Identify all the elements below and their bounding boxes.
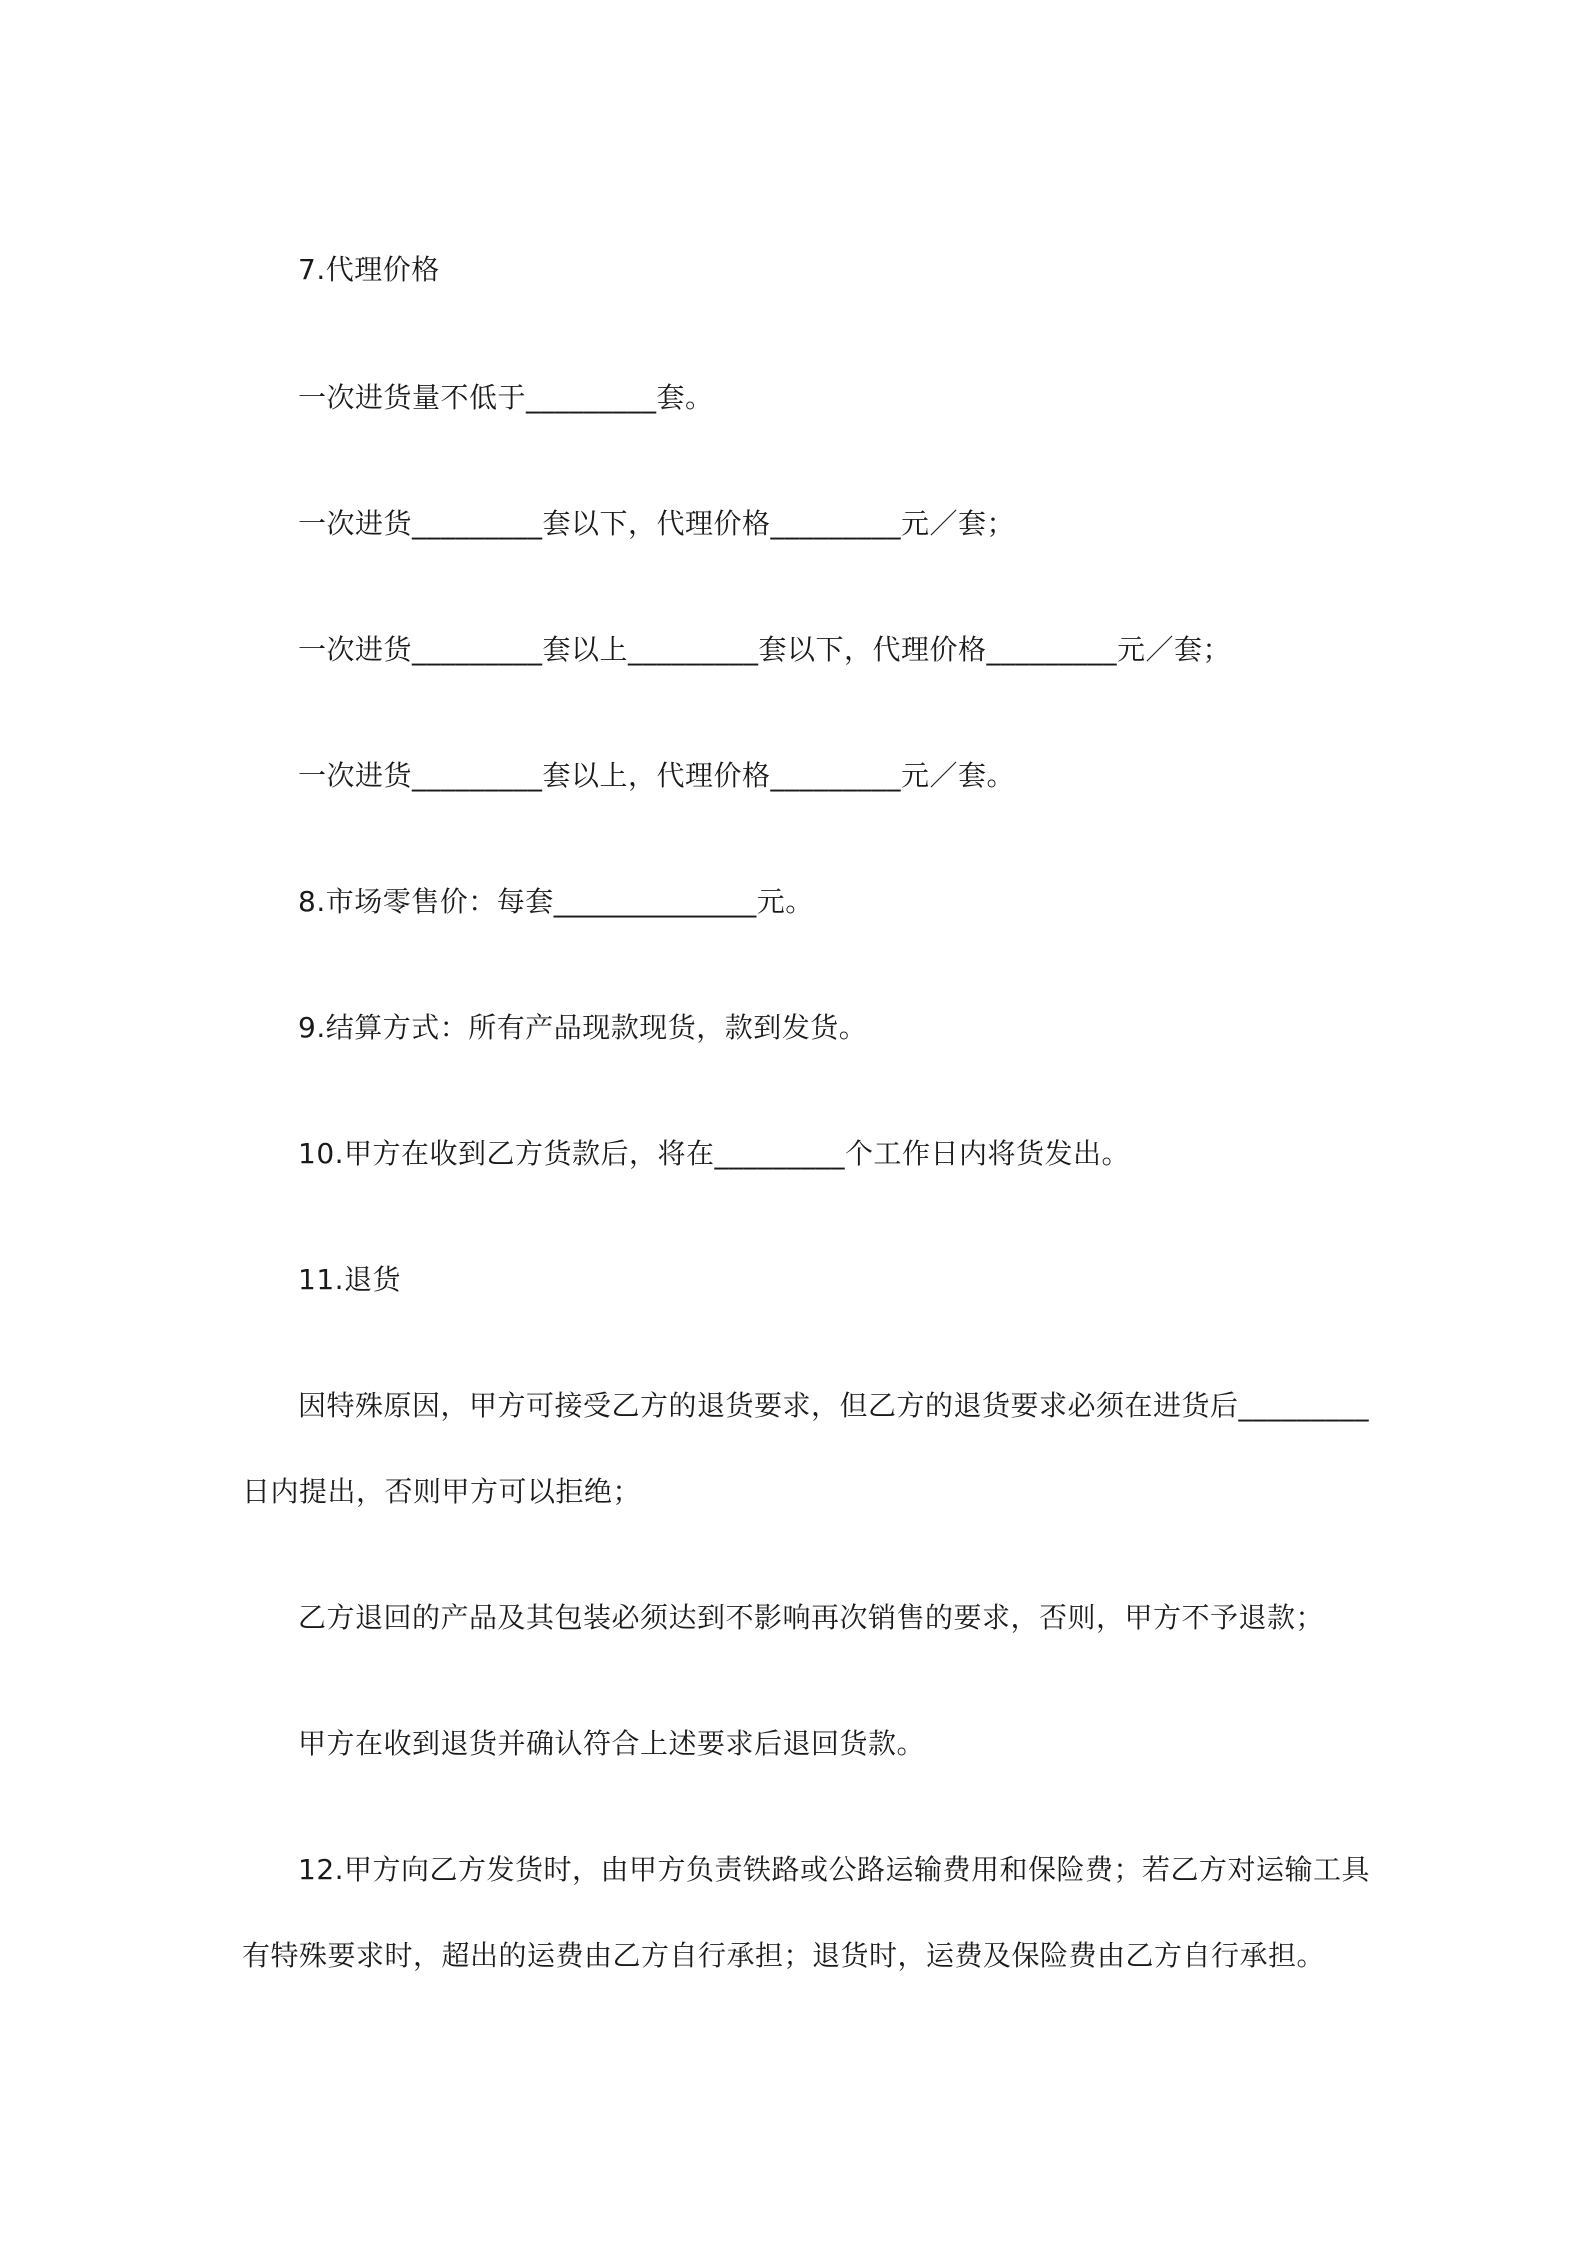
return-condition-line: 乙方退回的产品及其包装必须达到不影响再次销售的要求，否则，甲方不予退款； bbox=[298, 1601, 1325, 1634]
price-tier-1-line: 一次进货_________套以下，代理价格_________元／套； bbox=[298, 507, 1016, 540]
section-7-heading: 7.代理价格 bbox=[298, 253, 440, 286]
section-8-retail-price: 8.市场零售价：每套______________元。 bbox=[298, 885, 814, 918]
section-10-delivery: 10.甲方在收到乙方货款后，将在_________个工作日内将货发出。 bbox=[298, 1137, 1131, 1170]
section-12-line-2: 有特殊要求时，超出的运费由乙方自行承担；退货时，运费及保险费由乙方自行承担。 bbox=[242, 1939, 1326, 1972]
section-12-line-1: 12.甲方向乙方发货时，由甲方负责铁路或公路运输费用和保险费；若乙方对运输工具 bbox=[298, 1853, 1371, 1886]
refund-line: 甲方在收到退货并确认符合上述要求后退回货款。 bbox=[298, 1727, 926, 1760]
return-paragraph-line-1: 因特殊原因，甲方可接受乙方的退货要求，但乙方的退货要求必须在进货后_________ bbox=[298, 1389, 1370, 1422]
price-tier-3-line: 一次进货_________套以上，代理价格_________元／套。 bbox=[298, 759, 1016, 792]
section-9-settlement: 9.结算方式：所有产品现款现货，款到发货。 bbox=[298, 1011, 868, 1044]
section-11-heading: 11.退货 bbox=[298, 1263, 402, 1296]
min-order-line: 一次进货量不低于_________套。 bbox=[298, 381, 714, 414]
return-paragraph-line-2: 日内提出，否则甲方可以拒绝； bbox=[242, 1475, 642, 1508]
price-tier-2-line: 一次进货_________套以上_________套以下，代理价格_________元／套； bbox=[298, 633, 1232, 666]
